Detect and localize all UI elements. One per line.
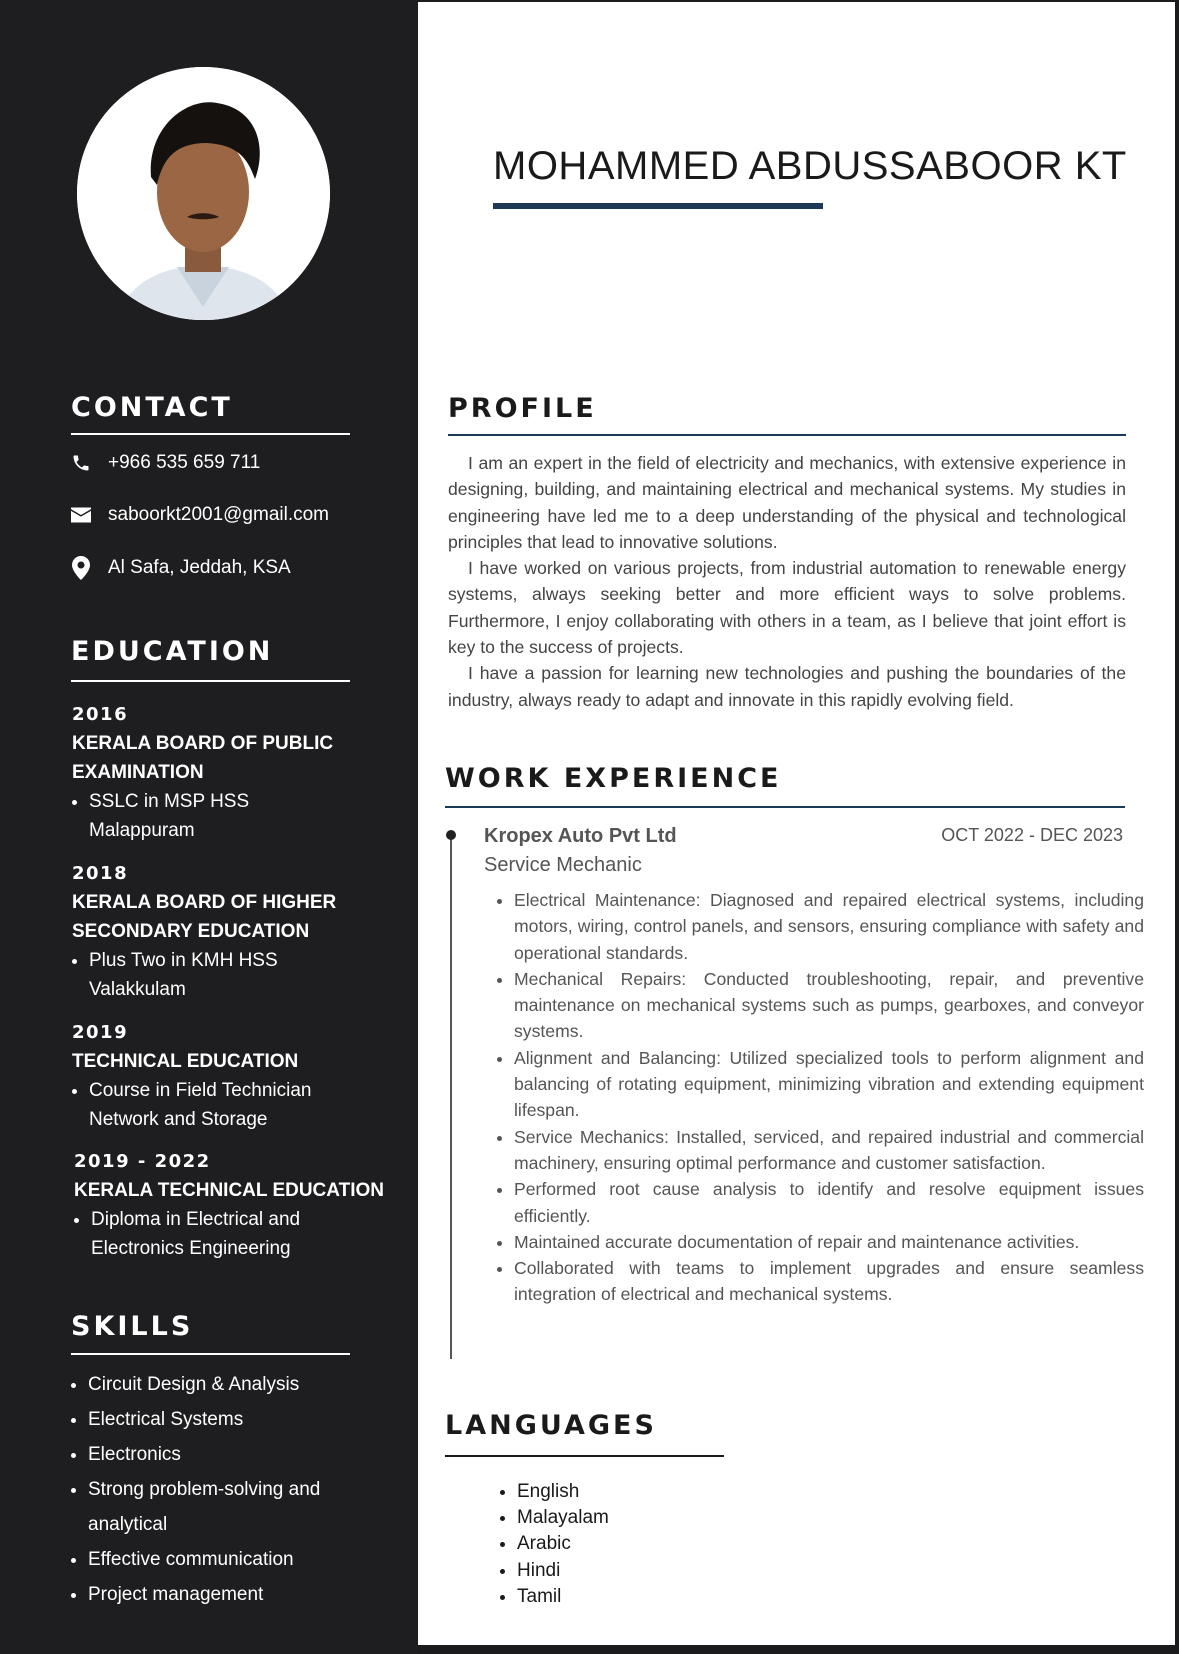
education-entry <box>72 860 402 1004</box>
profile-paragraph: I have a passion for learning new technologies and pushing the boundaries of the industry, always ready to adapt and innovate in this rapidly evolving field. <box>448 663 1126 710</box>
mail-icon <box>70 504 92 526</box>
language-item: • Tamil <box>517 1584 609 1610</box>
contact-rule <box>71 433 350 435</box>
institution-line: KERALA BOARD OF HIGHER <box>72 892 337 913</box>
skill-item: • Electrical Systems <box>88 1402 371 1437</box>
education-institution <box>72 729 402 787</box>
education-entry <box>74 1148 404 1263</box>
phone-icon <box>70 452 92 474</box>
education-year: 2018 <box>72 863 129 884</box>
languages-rule <box>445 1455 724 1457</box>
education-institution <box>72 888 402 946</box>
education-entry <box>72 701 402 845</box>
institution-line: KERALA BOARD OF PUBLIC <box>72 733 334 754</box>
company-name: Kropex Auto Pvt Ltd <box>484 825 677 847</box>
profile-photo <box>77 67 330 320</box>
duty-item: • Service Mechanics: Installed, serviced, and repaired industrial and commercial machinery, ensuring optimal performance and customer satisfaction. <box>514 1124 1144 1177</box>
contact-email <box>70 504 329 526</box>
language-item: • English <box>517 1479 609 1505</box>
institution-line: SECONDARY EDUCATION <box>72 921 310 942</box>
languages-heading: LANGUAGES <box>445 1410 657 1441</box>
language-item: • Arabic <box>517 1531 609 1557</box>
skill-item: • Strong problem-solving and analytical <box>88 1472 371 1542</box>
education-entry <box>72 1019 402 1134</box>
skill-item: • Circuit Design & Analysis <box>88 1367 371 1402</box>
main-content <box>418 2 1175 1645</box>
education-year: 2019 <box>72 1022 129 1043</box>
languages-list <box>496 1479 609 1610</box>
profile-paragraph: I have worked on various projects, from industrial automation to renewable energy systems, always seeking better and more efficient ways to solve problems. Furthermore, I enjoy collaborating with others in a team, as I believe that joint effort is key to the success of projects. <box>448 558 1126 658</box>
profile-paragraph: I am an expert in the field of electricity and mechanics, with extensive experience in designing, building, and maintaining electrical and mechanical systems. My studies in engineering have led me to a deep understanding of the physical and technological principles that lead to innovative solutions. <box>448 453 1126 552</box>
contact-address <box>70 557 291 579</box>
skills-heading: SKILLS <box>71 1311 194 1342</box>
education-institution <box>74 1176 404 1205</box>
skill-item: • Effective communication <box>88 1542 371 1577</box>
location-pin-icon <box>70 557 92 579</box>
education-detail: • Course in Field Technician Network and Storage <box>89 1076 402 1134</box>
education-institution <box>72 1047 402 1076</box>
profile-heading: PROFILE <box>448 393 597 424</box>
address-text: Al Safa, Jeddah, KSA <box>108 557 291 578</box>
skill-item: • Project management <box>88 1577 371 1612</box>
name-underline <box>493 203 823 209</box>
profile-text <box>448 450 1126 713</box>
skills-rule <box>71 1353 350 1355</box>
sidebar <box>0 0 418 1654</box>
education-detail: • Plus Two in KMH HSS Valakkulam <box>89 946 402 1004</box>
contact-phone <box>70 452 260 474</box>
email-address: saboorkt2001@gmail.com <box>108 504 330 525</box>
education-detail: • SSLC in MSP HSS Malappuram <box>89 787 402 845</box>
duty-item: • Mechanical Repairs: Conducted troubleshooting, repair, and preventive maintenance on mechanical systems such as pumps, gearboxes, and conveyor systems. <box>514 966 1144 1045</box>
duty-item: • Alignment and Balancing: Utilized specialized tools to perform alignment and balancing of rotating equipment, minimizing vibration and extending equipment lifespan. <box>514 1045 1144 1124</box>
institution-line: TECHNICAL EDUCATION <box>72 1051 299 1072</box>
language-item: • Hindi <box>517 1558 609 1584</box>
work-rule <box>445 806 1125 808</box>
duty-item: • Maintained accurate documentation of repair and maintenance activities. <box>514 1229 1144 1255</box>
timeline-dot <box>446 830 456 840</box>
timeline-line <box>450 834 452 1359</box>
phone-number: +966 535 659 711 <box>108 452 261 473</box>
work-heading: WORK EXPERIENCE <box>445 763 782 794</box>
skills-list <box>71 1367 371 1612</box>
skill-item: • Electronics <box>88 1437 371 1472</box>
candidate-name: MOHAMMED ABDUSSABOOR KT <box>493 144 1127 188</box>
duty-item: • Collaborated with teams to implement upgrades and ensure seamless integration of electrical and mechanical systems. <box>514 1255 1144 1308</box>
institution-line: EXAMINATION <box>72 762 204 783</box>
profile-rule <box>448 434 1126 436</box>
job-title: Service Mechanic <box>484 854 642 876</box>
education-rule <box>71 680 350 682</box>
education-heading: EDUCATION <box>71 636 274 667</box>
contact-heading: CONTACT <box>71 392 233 423</box>
duty-item: • Performed root cause analysis to identify and resolve equipment issues efficiently. <box>514 1176 1144 1229</box>
work-dates: OCT 2022 - DEC 2023 <box>941 825 1123 845</box>
duty-item: • Electrical Maintenance: Diagnosed and repaired electrical systems, including motors, wiring, control panels, and sensors, ensuring compliance with safety and operational standards. <box>514 887 1144 966</box>
education-year: 2019 - 2022 <box>74 1151 211 1172</box>
education-year: 2016 <box>72 704 129 725</box>
language-item: • Malayalam <box>517 1505 609 1531</box>
duties-list <box>494 887 1144 1308</box>
education-detail: • Diploma in Electrical and Electronics Engineering <box>91 1205 404 1263</box>
institution-line: KERALA TECHNICAL EDUCATION <box>74 1180 384 1201</box>
